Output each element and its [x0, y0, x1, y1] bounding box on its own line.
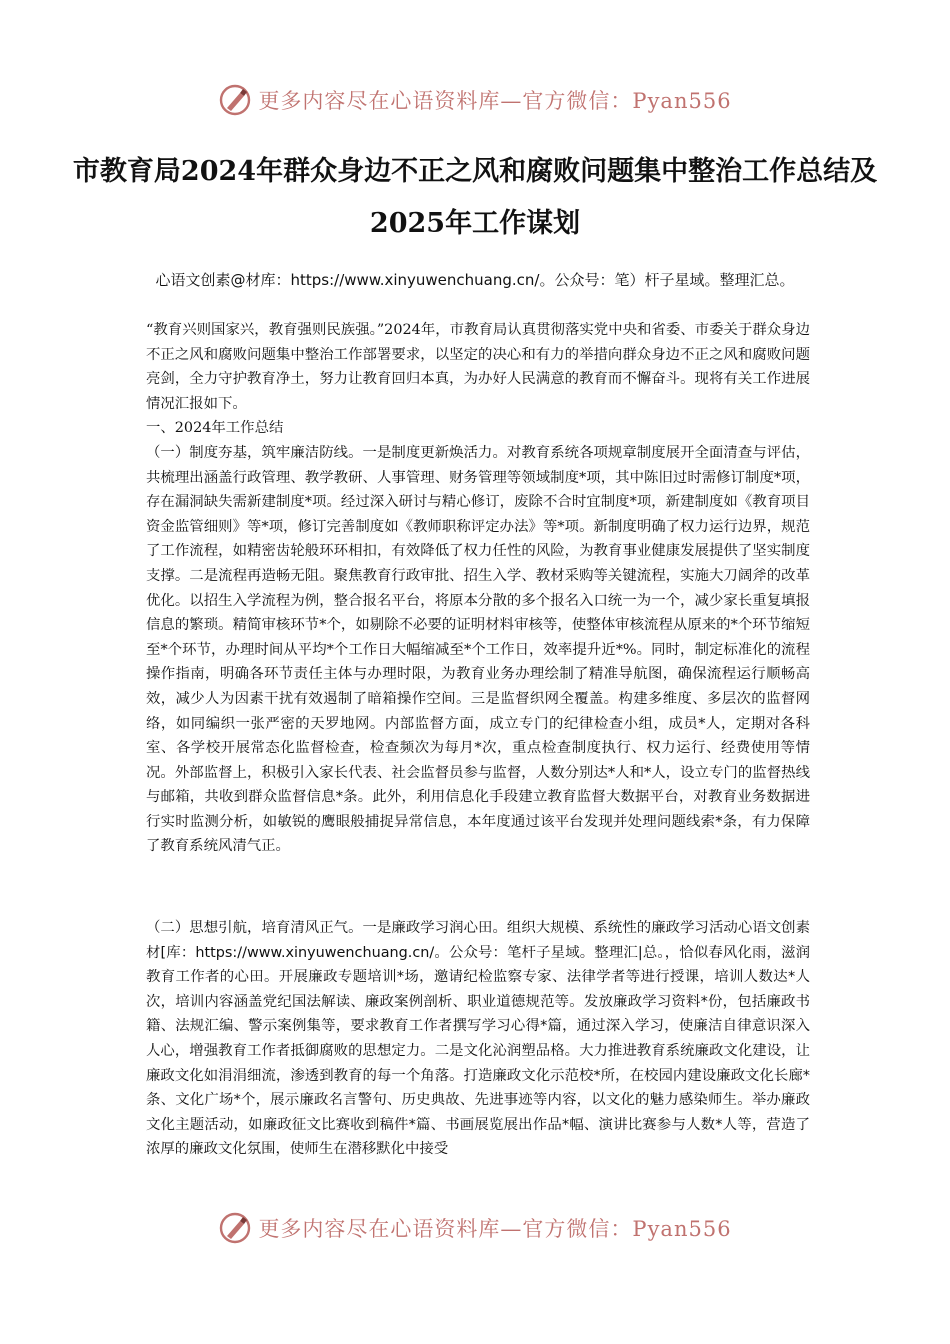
paragraph-ideology: （二）思想引航，培育清风正气。一是廉政学习润心田。组织大规模、系统性的廉政学习活动心语文创素材[库：https://www.xinyuwenchuang.cn/。公众号：笔杆子星域。整理汇|总。，恰似春风化雨，滋润教育工作者的心田。开展廉政专题培训*场，邀请纪检监察专家、法律学者等进行授课，培训人数达*人次，培训内容涵盖党纪国法解读、廉政案例剖析、职业道德规范等。发放廉政学习资料*份，包括廉政书籍、法规汇编、警示案例集等，要求教育工作者撰写学习心得*篇，通过深入学习，使廉洁自律意识深入人心，增强教育工作者抵御腐败的思想定力。二是文化沁润塑品格。大力推进教育系统廉政文化建设，让廉政文化如涓涓细流，渗透到教育的每一个角落。打造廉政文化示范校*所，在校园内建设廉政文化长廊*条、文化广场*个，展示廉政名言警句、历史典故、先进事迹等内容，以文化的魅力感染师生。举办廉政文化主题活动，如廉政征文比赛收到稿件*篇、书画展览展出作品*幅、演讲比赛参与人数*人等，营造了浓厚的廉政文化氛围，使师生在潜移默化中接受: [146, 920, 810, 1158]
document-body-continued: [146, 916, 810, 1162]
header-watermark-banner: [0, 80, 950, 120]
document-title: 市教育局2024年群众身边不正之风和腐败问题集中整治工作总结及2025年工作谋划: [72, 156, 878, 239]
pen-logo-icon: [218, 83, 252, 117]
footer-watermark-banner: [0, 1208, 950, 1248]
intro-paragraph: “教育兴则国家兴，教育强则民族强。”2024年，市教育局认真贯彻落实党中央和省委、市委关于群众身边不正之风和腐败问题集中整治工作部署要求，以坚定的决心和有力的举措向群众身边不正之风和腐败问题亮剑，全力守护教育净土，努力让教育回归本真，为办好人民满意的教育而不懈奋斗。现将有关工作进展情况汇报如下。: [146, 322, 810, 412]
document-body: [146, 318, 810, 859]
pen-logo-icon: [218, 1211, 252, 1245]
banner-text: 更多内容尽在心语资料库—官方微信：Pyan556: [258, 1217, 732, 1241]
source-line: 心语文创素@材库：https://www.xinyuwenchuang.cn/。公众号：笔）杆子星域。整理汇总。: [155, 271, 795, 289]
banner-text: 更多内容尽在心语资料库—官方微信：Pyan556: [258, 89, 732, 113]
paragraph-institution: （一）制度夯基，筑牢廉洁防线。一是制度更新焕活力。对教育系统各项规章制度展开全面清查与评估，共梳理出涵盖行政管理、教学教研、人事管理、财务管理等领域制度*项，其中陈旧过时需修订制度*项，存在漏洞缺失需新建制度*项。经过深入研讨与精心修订，废除不合时宜制度*项，新建制度如《教育项目资金监管细则》等*项，修订完善制度如《教师职称评定办法》等*项。新制度明确了权力运行边界，规范了工作流程，如精密齿轮般环环相扣，有效降低了权力任性的风险，为教育事业健康发展提供了坚实制度支撑。二是流程再造畅无阻。聚焦教育行政审批、招生入学、教材采购等关键流程，实施大刀阔斧的改革优化。以招生入学流程为例，整合报名平台，将原本分散的多个报名入口统一为一个，减少家长重复填报信息的繁琐。精简审核环节*个，如剔除不必要的证明材料审核等，使整体审核流程从原来的*个环节缩短至*个环节，办理时间从平均*个工作日大幅缩减至*个工作日，效率提升近*%。同时，制定标准化的流程操作指南，明确各环节责任主体与办理时限，为教育业务办理绘制了精准导航图，确保流程运行顺畅高效，减少人为因素干扰有效遏制了暗箱操作空间。三是监督织网全覆盖。构建多维度、多层次的监督网络，如同编织一张严密的天罗地网。内部监督方面，成立专门的纪律检查小组，成员*人，定期对各科室、各学校开展常态化监督检查，检查频次为每月*次，重点检查制度执行、权力运行、经费使用等情况。外部监督上，积极引入家长代表、社会监督员参与监督，人数分别达*人和*人，设立专门的监督热线与邮箱，共收到群众监督信息*条。此外，利用信息化手段建立教育监督大数据平台，对教育业务数据进行实时监测分析，如敏锐的鹰眼般捕捉异常信息，本年度通过该平台发现并处理问题线索*条，有力保障了教育系统风清气正。: [146, 444, 810, 855]
section-heading: 一、2024年工作总结: [146, 420, 284, 437]
